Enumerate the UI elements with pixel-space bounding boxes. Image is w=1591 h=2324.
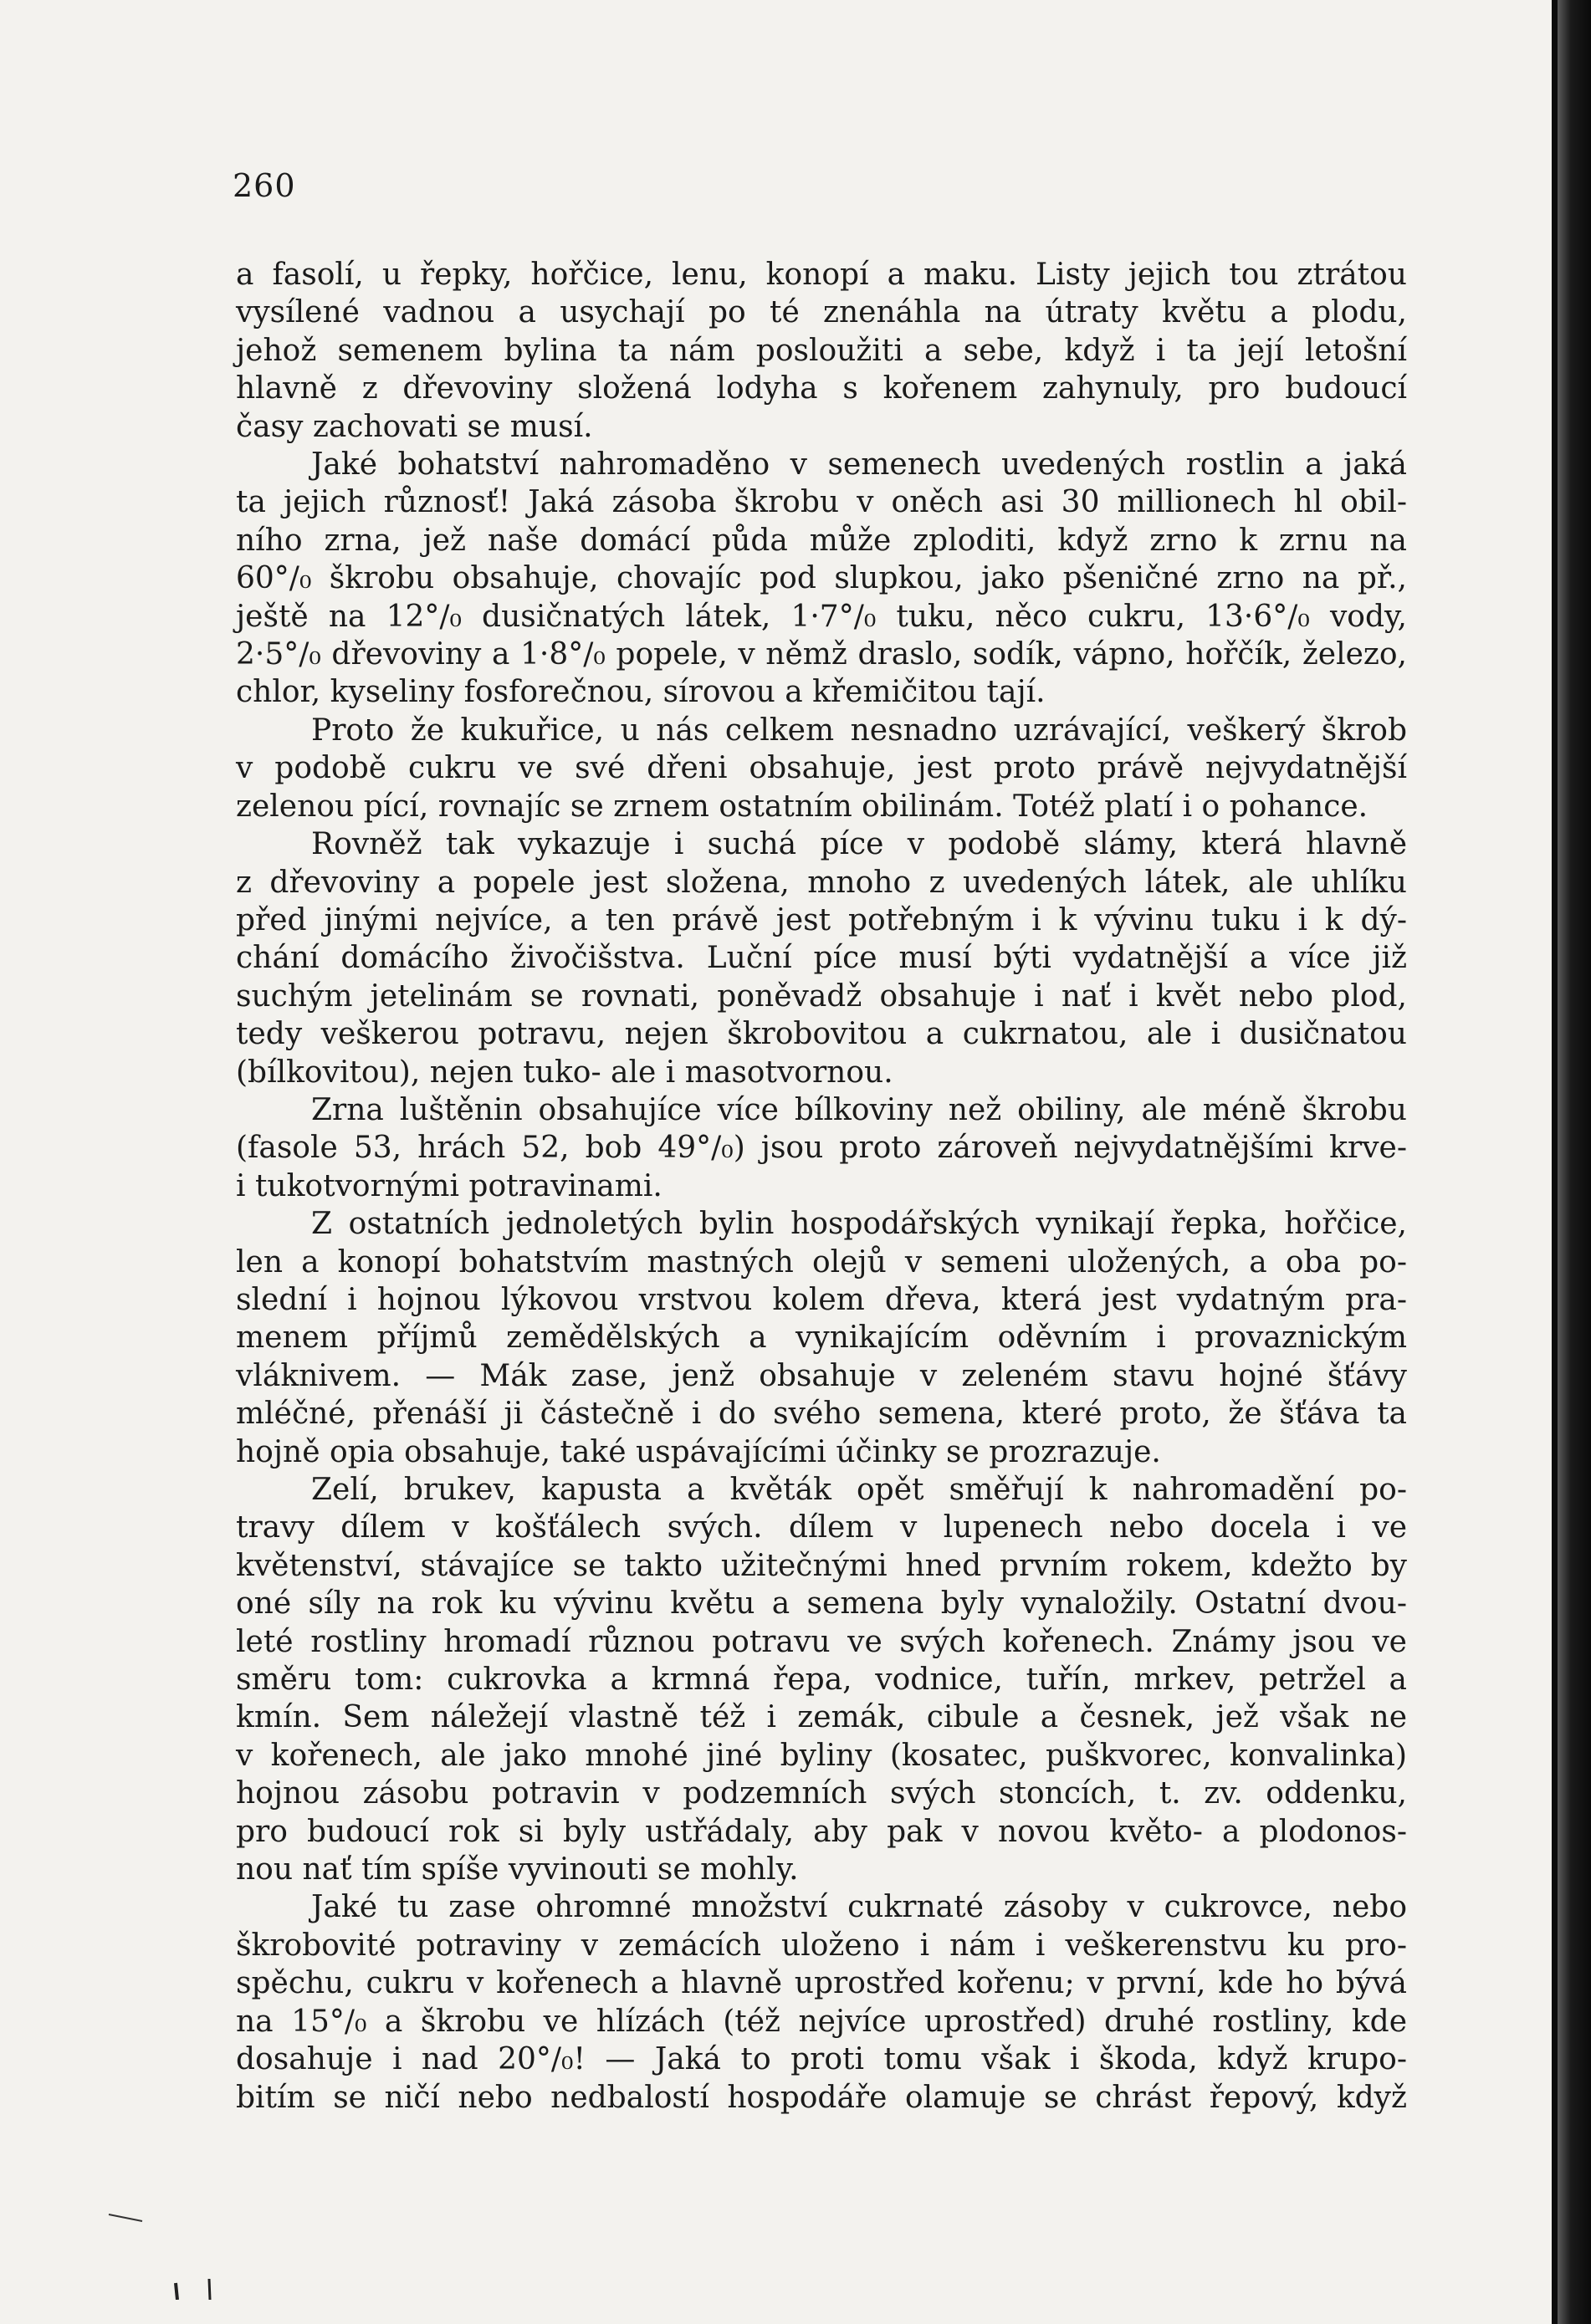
- text-line: len a konopí bohatstvím mastných olejů v semeni uložených, a oba po-: [236, 1244, 1407, 1279]
- text-line: pro budoucí rok si byly ustřádaly, aby pak v novou květo- a plodonos-: [236, 1814, 1407, 1849]
- page-edge-shadow: [1558, 0, 1591, 2324]
- text-line: Rovněž tak vykazuje i suchá píce v podobě slámy, která hlavně: [311, 827, 1407, 862]
- text-line: spěchu, cukru v kořenech a hlavně uprostřed kořenu; v první, kde ho bývá: [236, 1966, 1407, 2001]
- text-line: nou nať tím spíše vyvinouti se mohly.: [236, 1852, 799, 1887]
- text-line: i tukotvornými potravinami.: [236, 1168, 662, 1203]
- text-line: 60°/₀ škrobu obsahuje, chovajíc pod slupkou, jako pšeničné zrno na př.,: [236, 561, 1407, 596]
- text-line: Jaké bohatství nahromaděno v semenech uvedených rostlin a jaká: [311, 447, 1407, 483]
- text-line: hojně opia obsahuje, také uspávajícími účinky se prozrazuje.: [236, 1434, 1161, 1469]
- text-line: menem příjmů zemědělských a vynikajícím oděvním i provaznickým: [236, 1320, 1407, 1356]
- text-line: a fasolí, u řepky, hořčice, lenu, konopí a maku. Listy jejich tou ztrátou: [236, 258, 1407, 292]
- text-line: (fasole 53, hrách 52, bob 49°/₀) jsou proto zároveň nejvydatnějšími krve-: [236, 1131, 1407, 1166]
- text-line: v kořenech, ale jako mnohé jiné byliny (kosatec, puškvorec, konvalinka): [236, 1738, 1407, 1773]
- text-line: Z ostatních jednoletých bylin hospodářských vynikají řepka, hořčice,: [311, 1207, 1407, 1242]
- text-line: z dřevoviny a popele jest složena, mnoho z uvedených látek, ale uhlíku: [236, 865, 1407, 900]
- text-line: chání domácího živočišstva. Luční píce musí býti vydatnější a více již: [236, 941, 1407, 976]
- text-line: tedy veškerou potravu, nejen škrobovitou a cukrnatou, ale i dusičnatou: [236, 1017, 1407, 1052]
- text-line: vysílené vadnou a usychají po té znenáhla na útraty květu a plodu,: [236, 295, 1407, 330]
- text-line: hlavně z dřevoviny složená lodyha s kořenem zahynuly, pro budoucí: [236, 371, 1407, 406]
- text-line: 2·5°/₀ dřevoviny a 1·8°/₀ popele, v němž draslo, sodík, vápno, hořčík, železo,: [236, 637, 1407, 672]
- text-line: (bílkovitou), nejen tuko- ale i masotvornou.: [236, 1055, 893, 1090]
- text-line: bitím se ničí nebo nedbalostí hospodáře olamuje se chrást řepový, když: [236, 2080, 1407, 2115]
- text-line: v podobě cukru ve své dřeni obsahuje, jest proto právě nejvydatnější: [236, 751, 1407, 786]
- text-line: hojnou zásobu potravin v podzemních svých stoncích, t. zv. oddenku,: [236, 1776, 1407, 1811]
- text-line: vláknivem. — Mák zase, jenž obsahuje v zeleném stavu hojné šťávy: [236, 1358, 1407, 1393]
- text-line: dosahuje i nad 20°/₀! — Jaká to proti tomu však i škoda, když krupo-: [236, 2042, 1407, 2077]
- text-line: Zrna luštěnin obsahujíce více bílkoviny než obiliny, ale méně škrobu: [311, 1092, 1407, 1127]
- text-line: před jinými nejvíce, a ten právě jest potřebným i k vývinu tuku i k dý-: [236, 902, 1407, 937]
- text-line: květenství, stávajíce se takto užitečnými hned prvním rokem, kdežto by: [236, 1548, 1407, 1583]
- text-line: suchým jetelinám se rovnati, poněvadž obsahuje i nať i květ nebo plod,: [236, 978, 1407, 1014]
- text-line: ještě na 12°/₀ dusičnatých látek, 1·7°/₀ tuku, něco cukru, 13·6°/₀ vody,: [236, 599, 1407, 634]
- text-line: kmín. Sem náležejí vlastně též i zemák, cibule a česnek, jež však ne: [236, 1700, 1407, 1735]
- text-line: mléčné, přenáší ji částečně i do svého semena, které proto, že šťáva ta: [236, 1397, 1407, 1432]
- text-line: směru tom: cukrovka a krmná řepa, vodnice, tuřín, mrkev, petržel a: [236, 1663, 1407, 1698]
- text-line: Jaké tu zase ohromné množství cukrnaté zásoby v cukrovce, nebo: [311, 1890, 1407, 1925]
- text-line: na 15°/₀ a škrobu ve hlízách (též nejvíce uprostřed) druhé rostliny, kde: [236, 2004, 1407, 2039]
- text-line: Zelí, brukev, kapusta a květák opět směřují k nahromadění po-: [311, 1473, 1407, 1507]
- body-text: [236, 256, 1407, 2117]
- text-line: zelenou pící, rovnajíc se zrnem ostatním obilinám. Totéž platí i o pohance.: [236, 789, 1368, 824]
- text-line: škrobovité potraviny v zemácích uloženo i nám i veškerenstvu ku pro-: [236, 1928, 1407, 1963]
- text-line: Proto že kukuřice, u nás celkem nesnadno uzrávající, veškerý škrob: [311, 713, 1407, 748]
- text-line: chlor, kyseliny fosforečnou, sírovou a křemičitou tají.: [236, 675, 1046, 710]
- text-line: ta jejich různosť! Jaká zásoba škrobu v oněch asi 30 millionech hl obil-: [236, 485, 1407, 520]
- scan-specks: [92, 2199, 259, 2300]
- text-line: oné síly na rok ku vývinu květu a semena byly vynaložily. Ostatní dvou-: [236, 1586, 1407, 1622]
- text-line: časy zachovati se musí.: [236, 409, 593, 444]
- text-line: slední i hojnou lýkovou vrstvou kolem dřeva, která jest vydatným pra-: [236, 1282, 1407, 1317]
- text-line: jehož semenem bylina ta nám posloužiti a sebe, když i ta její letošní: [236, 333, 1407, 368]
- page-number: 260: [233, 167, 296, 204]
- text-line: travy dílem v košťálech svých. dílem v lupenech nebo docela i ve: [236, 1510, 1407, 1545]
- text-line: leté rostliny hromadí různou potravu ve svých kořenech. Známy jsou ve: [236, 1624, 1407, 1659]
- text-line: ního zrna, jež naše domácí půda může zploditi, když zrno k zrnu na: [236, 523, 1407, 558]
